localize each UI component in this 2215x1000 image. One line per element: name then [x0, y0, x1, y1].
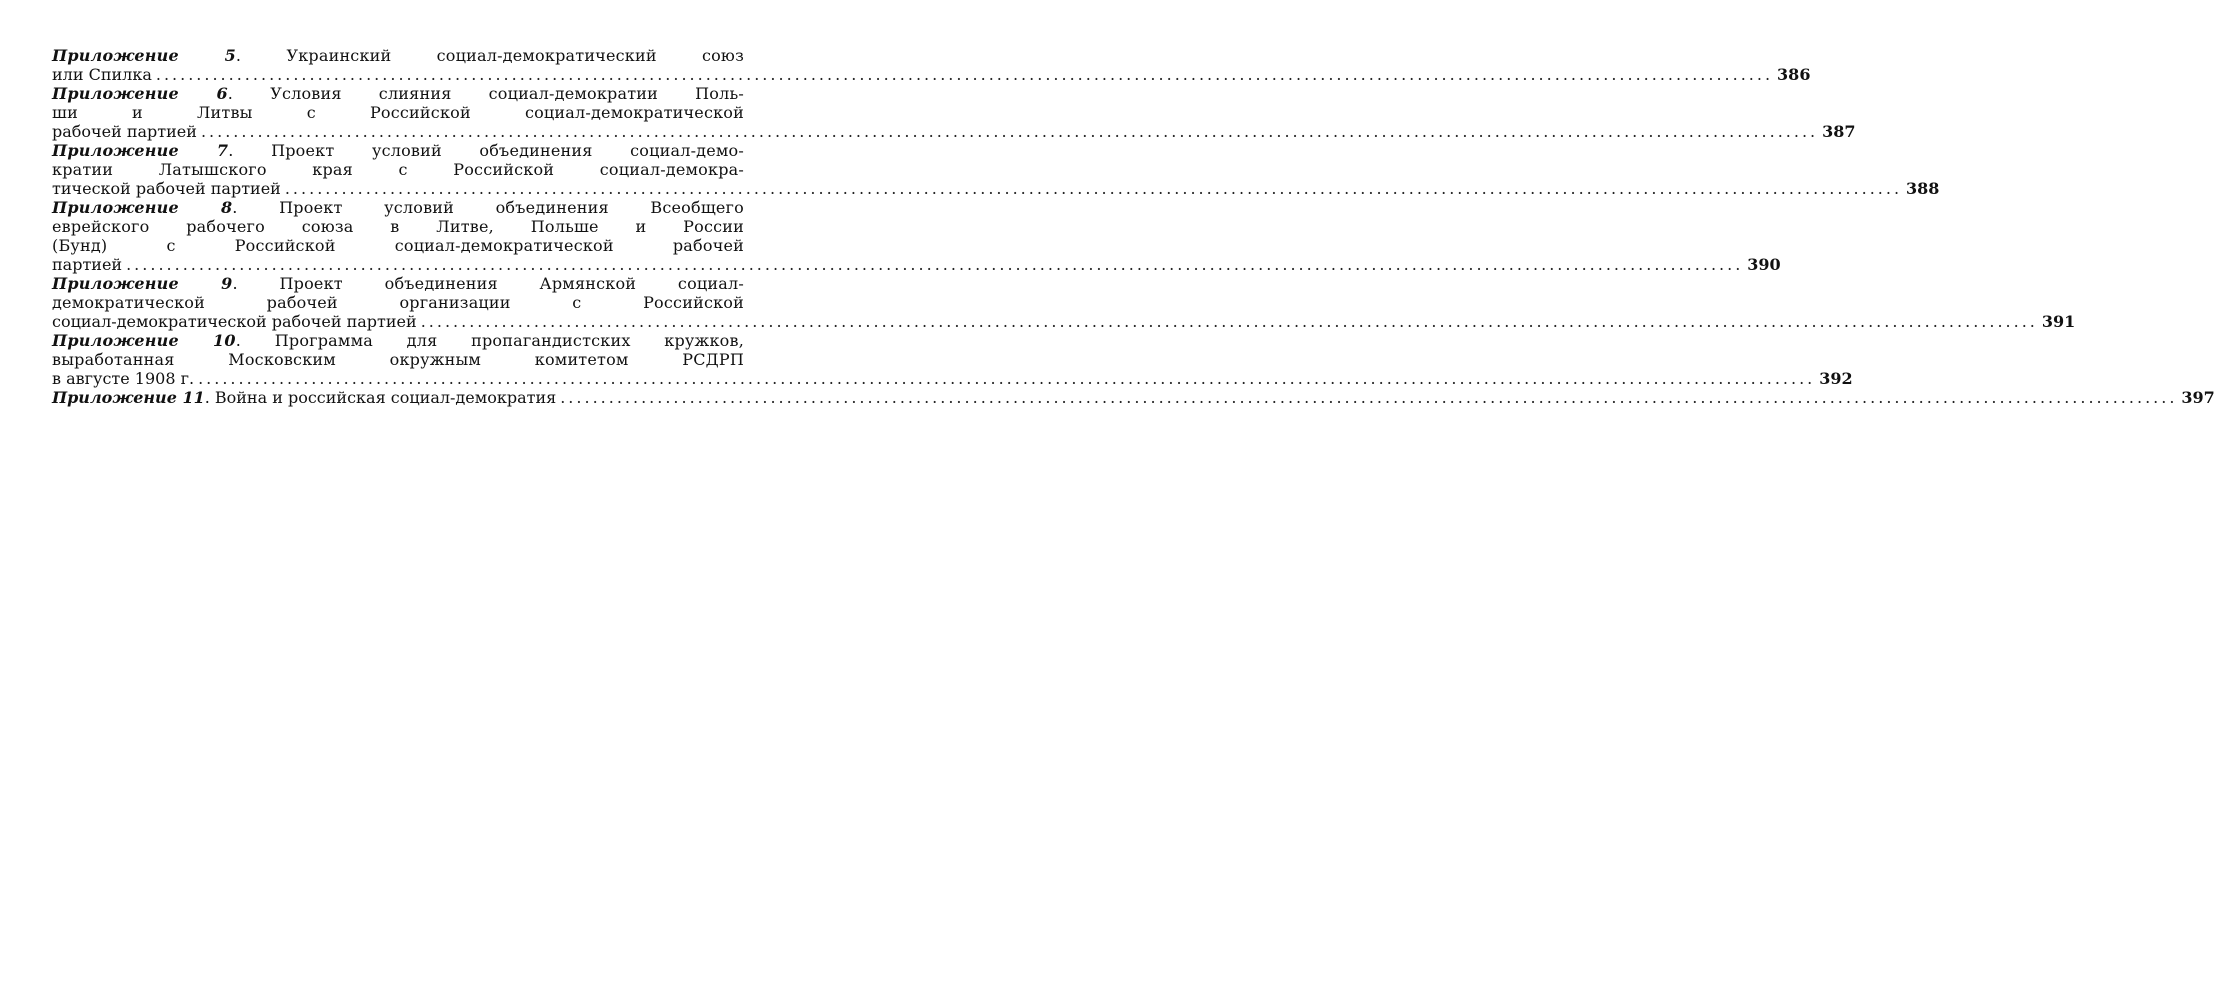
label-separator: .: [235, 331, 275, 350]
appendix-label: Приложение 8: [52, 198, 233, 217]
toc-entry: [52, 198, 1781, 274]
toc-entry-line: [52, 293, 744, 312]
toc-entry-line: [52, 274, 744, 293]
toc-entry-last-line: [52, 255, 1781, 274]
appendix-label: Приложение 9: [52, 274, 233, 293]
toc-entry: [52, 388, 2215, 407]
toc-entry-line: [52, 103, 744, 122]
toc-entry-line: [52, 160, 744, 179]
label-separator: .: [232, 274, 280, 293]
toc-entry-line: [52, 46, 744, 65]
toc-entry-text: (Бунд) с Российской социал-демократической рабочей: [52, 236, 744, 255]
dot-leader: ........................................................................................................................................................................................................: [284, 179, 1903, 198]
toc-entry-text: партией: [52, 255, 123, 274]
dot-leader: ........................................................................................................................................................................................................: [560, 388, 2178, 407]
toc-entry: [52, 141, 1940, 198]
dot-leader: ........................................................................................................................................................................................................: [126, 255, 1744, 274]
toc-entry-last-line: [52, 312, 2076, 331]
page-number: 388: [1906, 179, 1940, 198]
appendix-label: Приложение 10: [52, 331, 236, 350]
label-separator: .: [228, 141, 272, 160]
toc-entry-line: [52, 331, 744, 350]
toc-entry-text: Проект объединения Армянской социал-: [279, 274, 744, 293]
toc-entry-tail-text: [52, 255, 126, 274]
toc-entry: [52, 331, 1853, 388]
toc-entry-text: Условия слияния социал-демократии Поль-: [270, 84, 744, 103]
toc-entry-text: еврейского рабочего союза в Литве, Польше и России: [52, 217, 744, 236]
page-number: 392: [1819, 369, 1853, 388]
toc-entry-line: [52, 141, 744, 160]
toc-entry-text: ши и Литвы с Российской социал-демократической: [52, 103, 744, 122]
toc-entry: [52, 84, 1856, 141]
toc-entry-last-line: [52, 179, 1940, 198]
toc-entry-last-line: [52, 369, 1853, 388]
toc-entry-last-line: [52, 388, 2215, 407]
page-number: 397: [2181, 388, 2215, 407]
toc-entry-text: кратии Латышского края с Российской социал-демокра-: [52, 160, 744, 179]
toc-entry-line: [52, 350, 744, 369]
label-separator: .: [227, 84, 271, 103]
toc-entry-text: выработанная Московским окружным комитетом РСДРП: [52, 350, 744, 369]
toc-entry-line: [52, 84, 744, 103]
appendix-label: Приложение 11: [52, 388, 205, 407]
toc-entry-line: [52, 236, 744, 255]
appendix-label: Приложение 6: [52, 84, 228, 103]
toc-entry-text: в августе 1908 г.: [52, 369, 195, 388]
toc-entry-text: Война и российская социал-демократия: [214, 388, 557, 407]
appendix-label: Приложение 7: [52, 141, 229, 160]
toc-entry-tail-text: [52, 369, 198, 388]
dot-leader: ........................................................................................................................................................................................................: [155, 65, 1774, 84]
toc-entry-tail-text: [52, 388, 560, 407]
table-of-contents: [52, 46, 2215, 407]
page-number: 387: [1822, 122, 1856, 141]
toc-entry-text: тической рабочей партией: [52, 179, 281, 198]
toc-entry: [52, 46, 1811, 84]
label-separator: .: [232, 198, 280, 217]
toc-entry-line: [52, 198, 744, 217]
dot-leader: ........................................................................................................................................................................................................: [420, 312, 2038, 331]
toc-entry-text: демократической рабочей организации с Российской: [52, 293, 744, 312]
toc-entry-text: Проект условий объединения Всеобщего: [279, 198, 744, 217]
toc-entry-last-line: [52, 122, 1856, 141]
toc-entry-tail-text: [52, 65, 156, 84]
toc-entry-tail-text: [52, 179, 285, 198]
toc-entry-last-line: [52, 65, 1811, 84]
page-number: 391: [2041, 312, 2076, 331]
toc-entry-text: социал-демократической рабочей партией: [52, 312, 417, 331]
dot-leader: ........................................................................................................................................................................................................: [200, 122, 1819, 141]
toc-entry-line: [52, 217, 744, 236]
toc-entry-tail-text: [52, 312, 421, 331]
toc-entry-text: Программа для пропагандистских кружков,: [274, 331, 744, 350]
page-number: 390: [1747, 255, 1781, 274]
toc-entry-text: или Спилка: [52, 65, 152, 84]
toc-entry-text: рабочей партией: [52, 122, 197, 141]
appendix-label: Приложение 5: [52, 46, 236, 65]
dot-leader: ........................................................................................................................................................................................................: [198, 369, 1816, 388]
toc-entry-tail-text: [52, 122, 201, 141]
toc-entry: [52, 274, 2076, 331]
toc-entry-text: Украинский социал-демократический союз: [286, 46, 744, 65]
label-separator: .: [235, 46, 287, 65]
page-number: 386: [1777, 65, 1811, 84]
toc-entry-text: Проект условий объединения социал-демо-: [271, 141, 744, 160]
label-separator: .: [204, 388, 215, 407]
